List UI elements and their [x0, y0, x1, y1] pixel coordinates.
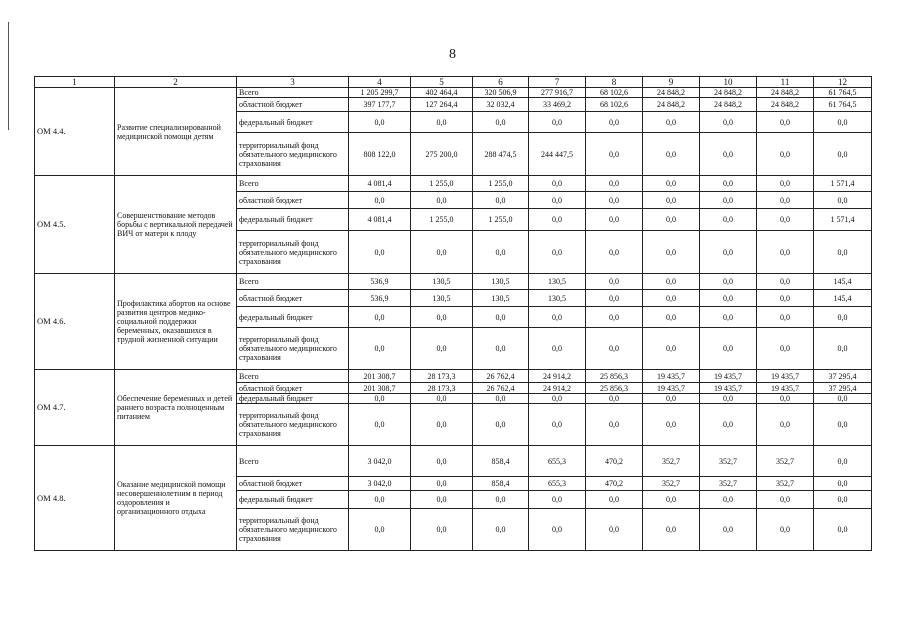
value-cell: 352,7 [700, 446, 757, 477]
value-cell: 655,3 [529, 446, 586, 477]
value-cell: 402 464,4 [411, 88, 473, 98]
value-cell: 0,0 [757, 176, 814, 192]
value-cell: 0,0 [473, 404, 529, 446]
value-cell: 3 042,0 [349, 477, 411, 491]
value-cell: 0,0 [586, 328, 643, 370]
value-cell: 1 255,0 [411, 209, 473, 231]
funding-source-cell: территориальный фонд обязательного медицинского страхования [237, 509, 349, 551]
value-cell: 0,0 [643, 209, 700, 231]
value-cell: 1 255,0 [473, 209, 529, 231]
value-cell: 0,0 [814, 112, 872, 133]
value-cell: 28 173,3 [411, 370, 473, 383]
value-cell: 0,0 [529, 192, 586, 209]
funding-source-cell: Всего [237, 370, 349, 383]
value-cell: 0,0 [814, 328, 872, 370]
funding-source-cell: областной бюджет [237, 192, 349, 209]
value-cell: 0,0 [349, 328, 411, 370]
value-cell: 0,0 [586, 112, 643, 133]
value-cell: 19 435,7 [700, 370, 757, 383]
value-cell: 0,0 [411, 446, 473, 477]
value-cell: 68 102,6 [586, 98, 643, 112]
value-cell: 0,0 [411, 328, 473, 370]
value-cell: 0,0 [473, 112, 529, 133]
value-cell: 0,0 [814, 477, 872, 491]
value-cell: 470,2 [586, 477, 643, 491]
funding-source-cell: федеральный бюджет [237, 307, 349, 328]
value-cell: 0,0 [643, 192, 700, 209]
funding-source-cell: Всего [237, 176, 349, 192]
value-cell: 19 435,7 [643, 370, 700, 383]
value-cell: 0,0 [700, 307, 757, 328]
value-cell: 0,0 [411, 231, 473, 274]
value-cell: 0,0 [757, 491, 814, 509]
header-cell: 4 [349, 77, 411, 88]
value-cell: 25 856,3 [586, 370, 643, 383]
value-cell: 0,0 [643, 404, 700, 446]
value-cell: 26 762,4 [473, 383, 529, 394]
value-cell: 24 848,2 [643, 88, 700, 98]
value-cell: 277 916,7 [529, 88, 586, 98]
value-cell: 0,0 [529, 231, 586, 274]
value-cell: 288 474,5 [473, 133, 529, 176]
value-cell: 0,0 [586, 176, 643, 192]
value-cell: 24 914,2 [529, 370, 586, 383]
value-cell: 0,0 [643, 394, 700, 404]
funding-source-cell: областной бюджет [237, 98, 349, 112]
value-cell: 0,0 [757, 307, 814, 328]
value-cell: 0,0 [700, 112, 757, 133]
value-cell: 0,0 [586, 192, 643, 209]
header-cell: 12 [814, 77, 872, 88]
value-cell: 0,0 [700, 404, 757, 446]
value-cell: 3 042,0 [349, 446, 411, 477]
value-cell: 127 264,4 [411, 98, 473, 112]
table-row [35, 88, 872, 98]
value-cell: 130,5 [411, 274, 473, 290]
value-cell: 0,0 [586, 509, 643, 551]
value-cell: 0,0 [700, 328, 757, 370]
value-cell: 0,0 [473, 509, 529, 551]
value-cell: 0,0 [586, 231, 643, 274]
value-cell: 0,0 [473, 394, 529, 404]
value-cell: 24 848,2 [643, 98, 700, 112]
value-cell: 0,0 [814, 491, 872, 509]
value-cell: 536,9 [349, 290, 411, 307]
value-cell: 0,0 [586, 290, 643, 307]
value-cell: 275 200,0 [411, 133, 473, 176]
value-cell: 37 295,4 [814, 370, 872, 383]
value-cell: 320 506,9 [473, 88, 529, 98]
value-cell: 0,0 [529, 209, 586, 231]
value-cell: 0,0 [473, 231, 529, 274]
header-row [35, 77, 872, 88]
table-row [35, 274, 872, 290]
header-cell: 11 [757, 77, 814, 88]
value-cell: 0,0 [757, 209, 814, 231]
value-cell: 0,0 [757, 509, 814, 551]
value-cell: 0,0 [411, 509, 473, 551]
value-cell: 0,0 [529, 176, 586, 192]
funding-source-cell: федеральный бюджет [237, 112, 349, 133]
value-cell: 0,0 [473, 491, 529, 509]
table-row [35, 176, 872, 192]
table-row [35, 370, 872, 383]
value-cell: 0,0 [757, 274, 814, 290]
value-cell: 61 764,5 [814, 88, 872, 98]
header-cell: 6 [473, 77, 529, 88]
value-cell: 68 102,6 [586, 88, 643, 98]
value-cell: 145,4 [814, 290, 872, 307]
value-cell: 0,0 [529, 404, 586, 446]
header-cell: 3 [237, 77, 349, 88]
funding-source-cell: федеральный бюджет [237, 394, 349, 404]
value-cell: 0,0 [349, 509, 411, 551]
value-cell: 0,0 [643, 328, 700, 370]
value-cell: 352,7 [757, 477, 814, 491]
table-row [35, 446, 872, 477]
measure-code-cell: ОМ 4.6. [35, 274, 115, 370]
value-cell: 4 081,4 [349, 176, 411, 192]
value-cell: 0,0 [757, 133, 814, 176]
value-cell: 0,0 [586, 274, 643, 290]
value-cell: 0,0 [814, 231, 872, 274]
value-cell: 0,0 [586, 133, 643, 176]
value-cell: 0,0 [757, 290, 814, 307]
value-cell: 0,0 [586, 394, 643, 404]
value-cell: 0,0 [700, 491, 757, 509]
funding-source-cell: территориальный фонд обязательного медицинского страхования [237, 404, 349, 446]
value-cell: 0,0 [757, 404, 814, 446]
value-cell: 0,0 [757, 328, 814, 370]
value-cell: 352,7 [643, 446, 700, 477]
measure-name-cell: Совершенствование методов борьбы с вертикальной передачей ВИЧ от матери к плоду [115, 176, 237, 274]
margin-line [8, 22, 9, 130]
value-cell: 33 469,2 [529, 98, 586, 112]
value-cell: 4 081,4 [349, 209, 411, 231]
value-cell: 0,0 [586, 307, 643, 328]
header-cell: 10 [700, 77, 757, 88]
value-cell: 0,0 [700, 394, 757, 404]
value-cell: 0,0 [700, 509, 757, 551]
value-cell: 0,0 [643, 274, 700, 290]
value-cell: 32 032,4 [473, 98, 529, 112]
value-cell: 0,0 [814, 509, 872, 551]
header-cell: 2 [115, 77, 237, 88]
value-cell: 0,0 [814, 133, 872, 176]
value-cell: 201 308,7 [349, 383, 411, 394]
value-cell: 0,0 [473, 192, 529, 209]
value-cell: 1 255,0 [411, 176, 473, 192]
value-cell: 0,0 [643, 231, 700, 274]
funding-source-cell: Всего [237, 274, 349, 290]
value-cell: 352,7 [643, 477, 700, 491]
value-cell: 0,0 [349, 394, 411, 404]
funding-source-cell: территориальный фонд обязательного медицинского страхования [237, 133, 349, 176]
value-cell: 130,5 [473, 290, 529, 307]
value-cell: 352,7 [700, 477, 757, 491]
value-cell: 0,0 [529, 491, 586, 509]
value-cell: 0,0 [814, 404, 872, 446]
value-cell: 0,0 [757, 231, 814, 274]
value-cell: 0,0 [411, 477, 473, 491]
value-cell: 0,0 [643, 509, 700, 551]
value-cell: 19 435,7 [757, 383, 814, 394]
funding-source-cell: федеральный бюджет [237, 491, 349, 509]
value-cell: 0,0 [349, 491, 411, 509]
measure-code-cell: ОМ 4.5. [35, 176, 115, 274]
value-cell: 0,0 [643, 307, 700, 328]
funding-source-cell: территориальный фонд обязательного медицинского страхования [237, 231, 349, 274]
value-cell: 858,4 [473, 477, 529, 491]
funding-source-cell: Всего [237, 88, 349, 98]
value-cell: 130,5 [529, 290, 586, 307]
value-cell: 0,0 [643, 133, 700, 176]
funding-source-cell: территориальный фонд обязательного медицинского страхования [237, 328, 349, 370]
value-cell: 1 571,4 [814, 176, 872, 192]
measure-name-cell: Обеспечение беременных и детей раннего возраста полноценным питанием [115, 370, 237, 446]
value-cell: 0,0 [349, 231, 411, 274]
value-cell: 0,0 [643, 491, 700, 509]
value-cell: 24 848,2 [700, 88, 757, 98]
funding-source-cell: областной бюджет [237, 383, 349, 394]
page-number: 8 [449, 47, 456, 62]
value-cell: 470,2 [586, 446, 643, 477]
value-cell: 397 177,7 [349, 98, 411, 112]
value-cell: 0,0 [411, 404, 473, 446]
value-cell: 1 571,4 [814, 209, 872, 231]
value-cell: 0,0 [700, 133, 757, 176]
value-cell: 1 205 299,7 [349, 88, 411, 98]
value-cell: 0,0 [757, 192, 814, 209]
measure-code-cell: ОМ 4.4. [35, 88, 115, 176]
value-cell: 130,5 [473, 274, 529, 290]
value-cell: 130,5 [529, 274, 586, 290]
value-cell: 0,0 [643, 112, 700, 133]
funding-source-cell: федеральный бюджет [237, 209, 349, 231]
value-cell: 0,0 [586, 209, 643, 231]
value-cell: 24 848,2 [757, 98, 814, 112]
header-cell: 9 [643, 77, 700, 88]
value-cell: 0,0 [529, 509, 586, 551]
value-cell: 24 848,2 [757, 88, 814, 98]
header-cell: 1 [35, 77, 115, 88]
value-cell: 0,0 [700, 176, 757, 192]
value-cell: 0,0 [643, 290, 700, 307]
value-cell: 0,0 [411, 112, 473, 133]
value-cell: 0,0 [411, 491, 473, 509]
value-cell: 28 173,3 [411, 383, 473, 394]
value-cell: 0,0 [349, 307, 411, 328]
value-cell: 0,0 [349, 404, 411, 446]
value-cell: 0,0 [349, 112, 411, 133]
measure-name-cell: Развитие специализированной медицинской помощи детям [115, 88, 237, 176]
funding-source-cell: областной бюджет [237, 290, 349, 307]
value-cell: 1 255,0 [473, 176, 529, 192]
value-cell: 244 447,5 [529, 133, 586, 176]
value-cell: 26 762,4 [473, 370, 529, 383]
value-cell: 0,0 [411, 307, 473, 328]
value-cell: 19 435,7 [757, 370, 814, 383]
value-cell: 0,0 [814, 394, 872, 404]
value-cell: 655,3 [529, 477, 586, 491]
header-cell: 7 [529, 77, 586, 88]
value-cell: 0,0 [473, 307, 529, 328]
value-cell: 24 848,2 [700, 98, 757, 112]
value-cell: 145,4 [814, 274, 872, 290]
value-cell: 19 435,7 [700, 383, 757, 394]
value-cell: 0,0 [757, 394, 814, 404]
value-cell: 24 914,2 [529, 383, 586, 394]
value-cell: 0,0 [473, 328, 529, 370]
measure-name-cell: Профилактика абортов на основе развития центров медико-социальной поддержки беременных, оказавшихся в трудной жизненной ситуации [115, 274, 237, 370]
value-cell: 130,5 [411, 290, 473, 307]
value-cell: 0,0 [700, 231, 757, 274]
measure-code-cell: ОМ 4.7. [35, 370, 115, 446]
value-cell: 0,0 [700, 274, 757, 290]
header-cell: 5 [411, 77, 473, 88]
value-cell: 0,0 [643, 176, 700, 192]
value-cell: 0,0 [700, 192, 757, 209]
value-cell: 0,0 [349, 192, 411, 209]
value-cell: 0,0 [757, 112, 814, 133]
value-cell: 37 295,4 [814, 383, 872, 394]
value-cell: 0,0 [411, 192, 473, 209]
value-cell: 0,0 [700, 290, 757, 307]
value-cell: 808 122,0 [349, 133, 411, 176]
value-cell: 0,0 [529, 112, 586, 133]
value-cell: 0,0 [700, 209, 757, 231]
value-cell: 0,0 [814, 307, 872, 328]
value-cell: 536,9 [349, 274, 411, 290]
value-cell: 0,0 [529, 328, 586, 370]
value-cell: 0,0 [411, 394, 473, 404]
value-cell: 858,4 [473, 446, 529, 477]
value-cell: 352,7 [757, 446, 814, 477]
funding-source-cell: областной бюджет [237, 477, 349, 491]
measure-name-cell: Оказание медицинской помощи несовершеннолетним в период оздоровления и организационного отдыха [115, 446, 237, 551]
value-cell: 0,0 [586, 404, 643, 446]
value-cell: 19 435,7 [643, 383, 700, 394]
value-cell: 0,0 [814, 446, 872, 477]
value-cell: 61 764,5 [814, 98, 872, 112]
value-cell: 0,0 [529, 394, 586, 404]
value-cell: 25 856,3 [586, 383, 643, 394]
header-cell: 8 [586, 77, 643, 88]
value-cell: 0,0 [529, 307, 586, 328]
value-cell: 0,0 [814, 192, 872, 209]
budget-table [34, 76, 872, 551]
funding-source-cell: Всего [237, 446, 349, 477]
value-cell: 0,0 [586, 491, 643, 509]
measure-code-cell: ОМ 4.8. [35, 446, 115, 551]
value-cell: 201 308,7 [349, 370, 411, 383]
